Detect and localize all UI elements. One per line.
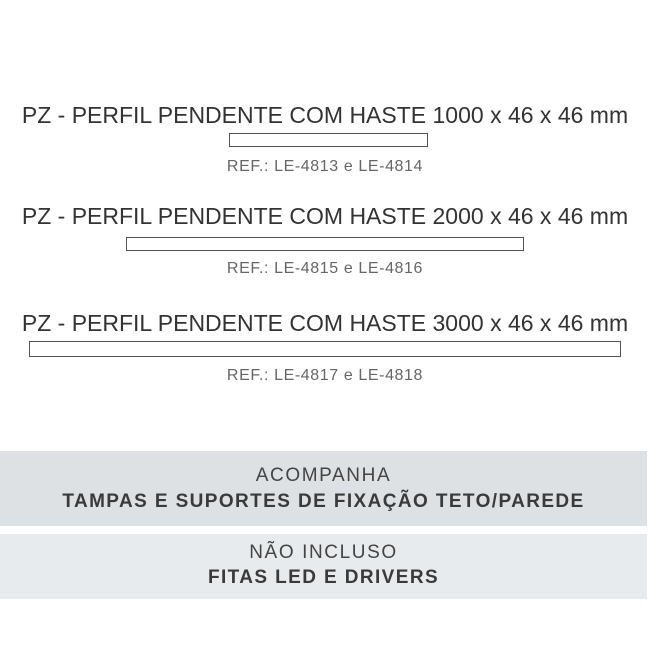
profile-bar-3000 xyxy=(29,341,621,357)
profile-bar-2000 xyxy=(126,237,524,251)
product-ref-3000: REF.: LE-4817 e LE-4818 xyxy=(226,367,424,384)
profile-bar-1000 xyxy=(229,133,428,147)
includes-box xyxy=(0,451,647,526)
excludes-box xyxy=(0,534,647,599)
includes-heading: ACOMPANHA xyxy=(255,465,392,486)
product-title-1000: PZ - PERFIL PENDENTE COM HASTE 1000 x 46 x 46 mm xyxy=(21,102,629,128)
includes-text: TAMPAS E SUPORTES DE FIXAÇÃO TETO/PAREDE xyxy=(62,491,585,512)
excludes-heading: NÃO INCLUSO xyxy=(249,542,398,563)
product-ref-1000: REF.: LE-4813 e LE-4814 xyxy=(226,158,424,175)
product-title-3000: PZ - PERFIL PENDENTE COM HASTE 3000 x 46 x 46 mm xyxy=(21,310,629,336)
excludes-text: FITAS LED E DRIVERS xyxy=(207,567,440,588)
product-title-2000: PZ - PERFIL PENDENTE COM HASTE 2000 x 46 x 46 mm xyxy=(21,203,629,229)
product-ref-2000: REF.: LE-4815 e LE-4816 xyxy=(226,260,424,277)
